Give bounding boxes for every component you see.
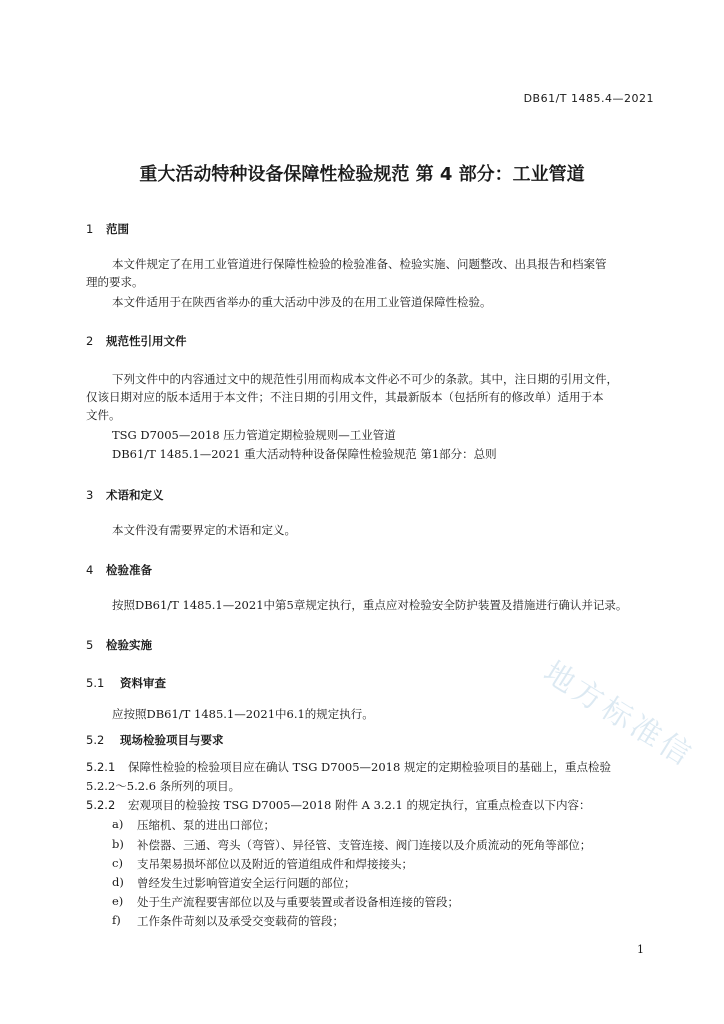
section-number: 2 — [86, 334, 94, 348]
clause-text: 5.2.2～5.2.6 条所列的项目。 — [86, 779, 241, 793]
normative-reference: TSG D7005—2018 压力管道定期检验规则—工业管道 — [112, 428, 396, 442]
section-5-heading — [86, 637, 152, 653]
section-number: 3 — [86, 488, 94, 502]
section-1-heading — [86, 221, 129, 237]
section-number: 5 — [86, 638, 94, 652]
list-marker: d) — [112, 875, 124, 889]
list-marker: c) — [112, 856, 123, 870]
paragraph: 按照DB61/T 1485.1—2021中第5章规定执行，重点应对检验安全防护装置及措施进行确认并记录。 — [112, 598, 628, 612]
clause-text: 宏观项目的检验按 TSG D7005—2018 附件 A 3.2.1 的规定执行，宜重点检查以下内容： — [128, 798, 591, 812]
list-marker: f) — [112, 913, 121, 927]
paragraph: 下列文件中的内容通过文中的规范性引用而构成本文件必不可少的条款。其中，注日期的引用文件， — [112, 372, 618, 386]
list-item: 补偿器、三通、弯头（弯管）、异径管、支管连接、阀门连接以及介质流动的死角等部位； — [137, 838, 592, 852]
document-code-header: DB61/T 1485.4—2021 — [523, 92, 654, 105]
section-title: 规范性引用文件 — [106, 334, 187, 348]
paragraph: 文件。 — [86, 408, 121, 422]
list-marker: e) — [112, 894, 124, 908]
clause-number: 5.2.1 — [86, 760, 116, 774]
section-5-2-heading — [86, 732, 224, 748]
list-item: 支吊架易损坏部位以及附近的管道组成件和焊接接头； — [137, 857, 413, 871]
paragraph: 本文件适用于在陕西省举办的重大活动中涉及的在用工业管道保障性检验。 — [112, 295, 492, 309]
document-title: 重大活动特种设备保障性检验规范 第 4 部分：工业管道 — [139, 164, 585, 185]
section-title: 资料审查 — [120, 676, 166, 690]
list-item: 曾经发生过影响管道安全运行问题的部位； — [137, 876, 356, 890]
section-title: 术语和定义 — [106, 488, 164, 502]
clause-text: 保障性检验的检验项目应在确认 TSG D7005—2018 规定的定期检验项目的基础上，重点检验 — [128, 760, 611, 774]
section-title: 现场检验项目与要求 — [120, 733, 224, 747]
paragraph: 仅该日期对应的版本适用于本文件；不注日期的引用文件，其最新版本（包括所有的修改单）适用于本 — [86, 390, 604, 404]
paragraph: 本文件规定了在用工业管道进行保障性检验的检验准备、检验实施、问题整改、出具报告和档案管 — [112, 257, 607, 271]
section-number: 5.1 — [86, 676, 105, 690]
section-number: 1 — [86, 222, 94, 236]
paragraph: 应按照DB61/T 1485.1—2021中6.1的规定执行。 — [112, 707, 374, 721]
page-number: 1 — [637, 943, 644, 956]
list-item: 压缩机、泵的进出口部位； — [137, 818, 275, 832]
section-title: 检验准备 — [106, 563, 152, 577]
watermark: 地方标准信 — [537, 654, 700, 775]
section-title: 检验实施 — [106, 638, 152, 652]
section-4-heading — [86, 562, 152, 578]
paragraph: 理的要求。 — [86, 275, 144, 289]
clause-number: 5.2.2 — [86, 798, 116, 812]
list-marker: b) — [112, 837, 124, 851]
section-2-heading — [86, 333, 187, 349]
section-title: 范围 — [106, 222, 129, 236]
section-5-1-heading — [86, 675, 166, 691]
section-number: 5.2 — [86, 733, 105, 747]
list-marker: a) — [112, 817, 124, 831]
list-item: 处于生产流程要害部位以及与重要装置或者设备相连接的管段； — [137, 895, 459, 909]
paragraph: 本文件没有需要界定的术语和定义。 — [112, 523, 296, 537]
list-item: 工作条件苛刻以及承受交变载荷的管段； — [137, 914, 344, 928]
normative-reference: DB61/T 1485.1—2021 重大活动特种设备保障性检验规范 第1部分：总则 — [112, 447, 497, 461]
section-3-heading — [86, 487, 164, 503]
section-number: 4 — [86, 563, 94, 577]
